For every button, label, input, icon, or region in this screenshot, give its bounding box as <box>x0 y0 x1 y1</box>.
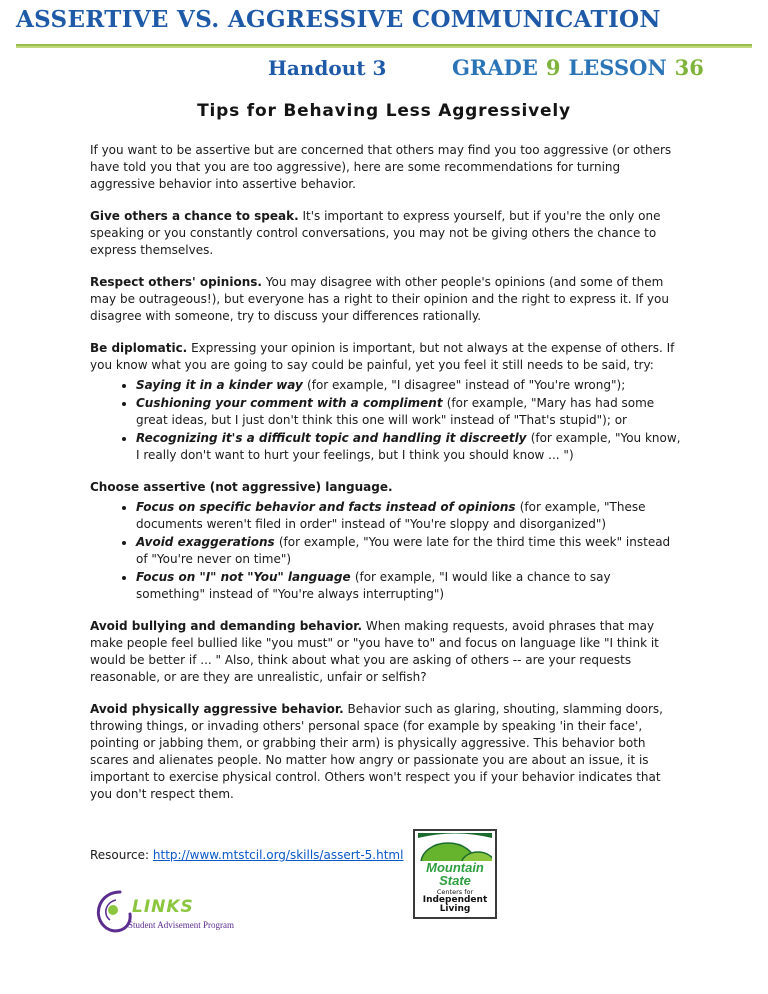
bullet-lead: Focus on specific behavior and facts instead of opinions <box>136 500 520 514</box>
mountain-state-logo <box>413 829 497 919</box>
links-swirl-icon <box>86 884 138 944</box>
section-give-others-chance <box>90 208 682 259</box>
section-be-diplomatic <box>90 340 682 374</box>
lesson-label: LESSON <box>568 55 667 80</box>
section-body: It's important to express yourself, but if you're the only one speaking or you constantly control conversations, you may not be giving others the chance to express themselves. <box>90 209 661 257</box>
section-avoid-bullying <box>90 618 682 686</box>
ms-logo-name-line2: State <box>439 873 471 888</box>
links-logo-name: LINKS <box>132 897 194 917</box>
links-logo-subtitle: Student Advisement Program <box>128 920 234 930</box>
section-lead: Avoid bullying and demanding behavior. <box>90 619 363 633</box>
intro-paragraph <box>90 142 682 193</box>
ms-logo-sub-line1: Centers for <box>436 888 474 896</box>
bullet-body: (for example, "Mary has had some great ideas, but I just don't think this one will work" instead of "That's stupid"); or <box>136 396 655 427</box>
grade-number: 9 <box>545 55 561 80</box>
intro-text: If you want to be assertive but are concerned that others may find you too aggressive (or others have told you that you are too aggressive), here are some recommendations for turning aggressive behavior into assertive behavior. <box>90 143 672 191</box>
section-body: When making requests, avoid phrases that may make people feel bullied like "you must" or "you have to" and focus on language like "I think it would be better if ... " Also, think about what you are asking of others -- are your requests reasonable, or are they are unrealistic, unfair or selfish? <box>90 619 659 684</box>
section-choose-assertive-language <box>90 479 682 496</box>
grade-lesson-line <box>452 55 712 80</box>
list-item <box>136 430 682 464</box>
section-respect-opinions <box>90 274 682 325</box>
ms-logo-name-line1: Mountain <box>426 860 484 875</box>
bullet-body: (for example, "You know, I really don't want to hurt your feelings, but I think you should know ... ") <box>136 431 681 462</box>
ms-logo-sub-line3: Living <box>439 904 471 914</box>
bullet-lead: Saying it in a kinder way <box>136 378 308 392</box>
bullet-body: (for example, "You were late for the third time this week" instead of "You're never on time") <box>136 535 671 566</box>
list-item <box>136 395 682 429</box>
section-avoid-physical-aggression <box>90 701 682 803</box>
section-lead: Choose assertive (not aggressive) language. <box>90 480 393 494</box>
resource-line <box>90 848 403 862</box>
list-item <box>136 499 682 533</box>
handout-label: Handout 3 <box>268 56 387 80</box>
diplomatic-bullet-list <box>90 377 682 464</box>
bullet-body: (for example, "I would like a chance to say something" instead of "You're always interrupting") <box>136 570 611 601</box>
resource-label: Resource: <box>90 848 153 862</box>
links-logo <box>86 884 276 952</box>
bullet-lead: Recognizing it's a difficult topic and handling it discreetly <box>136 431 531 445</box>
assertive-language-bullet-list <box>90 499 682 603</box>
lesson-number: 36 <box>674 55 704 80</box>
title-underline-rule <box>16 44 752 48</box>
document-title: ASSERTIVE VS. AGGRESSIVE COMMUNICATION <box>16 6 661 33</box>
bullet-lead: Cushioning your comment with a compliment <box>136 396 447 410</box>
bullet-lead: Focus on "I" not "You" language <box>136 570 355 584</box>
section-lead: Avoid physically aggressive behavior. <box>90 702 344 716</box>
section-lead: Be diplomatic. <box>90 341 188 355</box>
list-item <box>136 377 682 394</box>
section-body: Behavior such as glaring, shouting, slamming doors, throwing things, or invading others' personal space (for example by speaking 'in their face', pointing or jabbing them, or grabbing their arm) is physically aggressive. This behavior both scares and alienates people. No matter how angry or passionate you are about an issue, it is important to exercise physical control. Others won't respect you if your behavior indicates that you don't respect them. <box>90 702 663 801</box>
page-title: Tips for Behaving Less Aggressively <box>197 101 571 121</box>
resource-link[interactable]: http://www.mtstcil.org/skills/assert-5.html <box>152 848 404 862</box>
section-body: You may disagree with other people's opinions (and some of them may be outrageous!), but everyone has a right to their opinion and the right to express it. If you disagree with someone, try to discuss your differences rationally. <box>90 275 669 323</box>
list-item <box>136 534 682 568</box>
document-body <box>90 142 682 818</box>
bullet-lead: Avoid exaggerations <box>136 535 279 549</box>
bullet-body: (for example, "These documents weren't filed in order" instead of "You're sloppy and disorganized") <box>136 500 646 531</box>
mountain-icon <box>418 833 492 861</box>
list-item <box>136 569 682 603</box>
bullet-body: (for example, "I disagree" instead of "You're wrong"); <box>307 378 626 392</box>
section-lead: Give others a chance to speak. <box>90 209 299 223</box>
ms-logo-sub-line2: Independent <box>422 895 488 905</box>
section-body: Expressing your opinion is important, but not always at the expense of others. If you know what you are going to say could be painful, yet you feel it still needs to be said, try: <box>90 341 675 372</box>
grade-label: GRADE <box>452 55 538 80</box>
section-lead: Respect others' opinions. <box>90 275 262 289</box>
